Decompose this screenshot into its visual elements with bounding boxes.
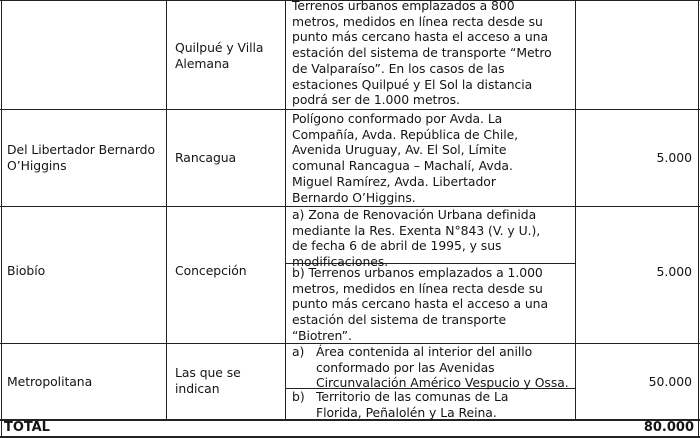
comuna-quilpue: Quilpué y Villa Alemana: [175, 40, 264, 71]
description-concepcion-a: a) Zona de Renovación Urbana definida mediante la Res. Exenta N°843 (V. y U.), de fecha 6 de abril de 1995, y sus modificaciones.: [292, 207, 541, 270]
total-units: 80.000: [643, 420, 694, 435]
table-rule: [166, 0, 167, 420]
region-metropolitana: Metropolitana: [7, 374, 93, 389]
description-metropolitana-a: Área contenida al interior del anillo conformado por las Avenidas Circunvalación Américo Vespucio y Ossa.: [316, 344, 569, 391]
table-rule: [0, 109, 700, 110]
total-label: TOTAL: [4, 420, 50, 435]
description-rancagua: Polígono conformado por Avda. La Compañía, Avda. República de Chile, Avenida Uruguay, Av. El Sol, Límite comunal Rancagua – Machalí, Avda. Miguel Ramírez, Avda. Libertador Bernardo O’Higgins.: [292, 111, 519, 205]
table-rule: [285, 0, 286, 420]
table-rule: [575, 0, 576, 420]
units-biobio: 5.000: [656, 264, 692, 279]
units-ohiggins: 5.000: [656, 150, 692, 165]
comuna-rancagua: Rancagua: [175, 150, 237, 165]
description-quilpue: Terrenos urbanos emplazados a 800 metros, medidos en línea recta desde su punto más cercano hasta el acceso a una estación del sistema de transporte “Metro de Valparaíso”. En los casos de las estaciones Quilpué y El Sol la distancia podrá ser de 1.000 metros.: [292, 0, 552, 108]
comuna-concepcion: Concepción: [175, 263, 247, 278]
description-concepcion-b: b) Terrenos urbanos emplazados a 1.000 metros, medidos en línea recta desde su punto más cercano hasta el acceso a una estación del sistema de transporte “Biotren”.: [292, 265, 549, 343]
comuna-las-que-se-indican: Las que se indican: [175, 365, 241, 396]
region-ohiggins: Del Libertador Bernardo O’Higgins: [7, 142, 156, 173]
description-metropolitana-b: Territorio de las comunas de La Florida, Peñalolén y La Reina.: [316, 389, 509, 420]
units-metropolitana: 50.000: [648, 374, 692, 389]
region-biobio: Biobío: [7, 263, 46, 278]
table-rule: [698, 0, 699, 438]
table-rule: [1, 0, 2, 438]
marker-a: a): [292, 344, 305, 359]
marker-b: b): [292, 389, 305, 404]
